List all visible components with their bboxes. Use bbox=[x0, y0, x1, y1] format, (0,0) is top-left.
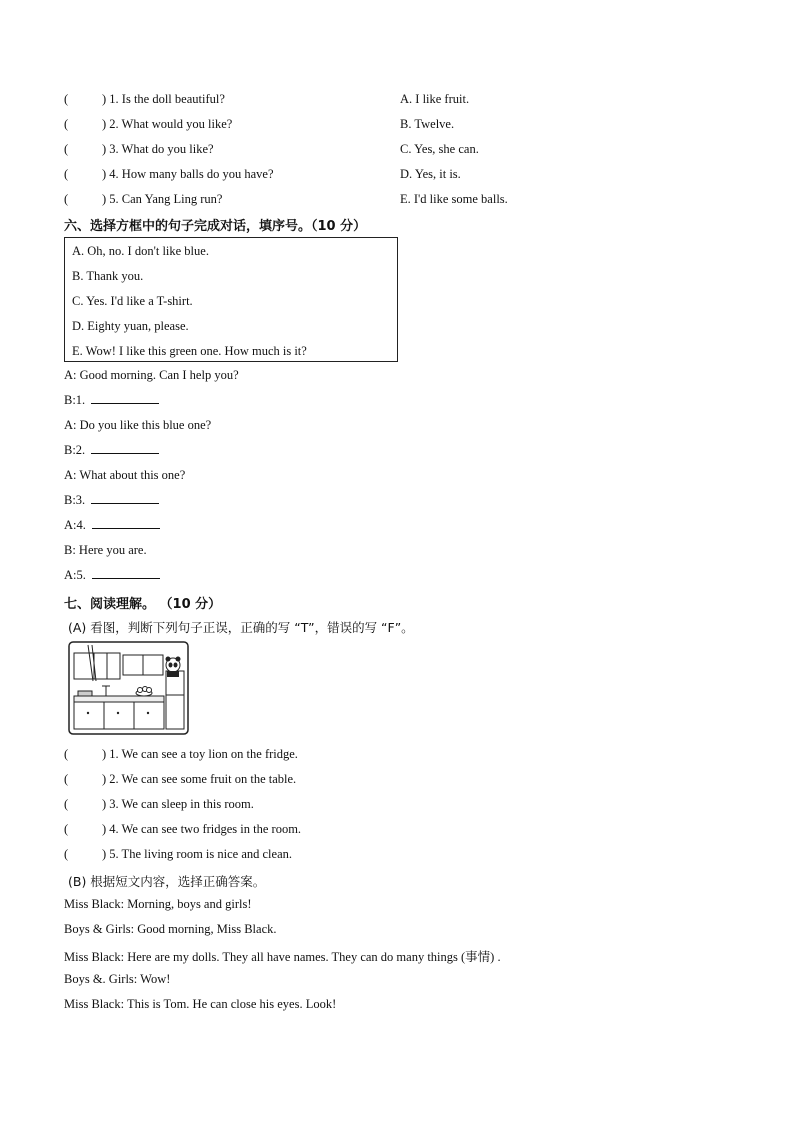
dialogue-line: B:2. bbox=[64, 443, 159, 458]
answer-blank[interactable] bbox=[92, 568, 160, 579]
passage-line: Miss Black: This is Tom. He can close his eyes. Look! bbox=[64, 997, 337, 1011]
option-item: E. Wow! I like this green one. How much is it? bbox=[72, 344, 307, 358]
dialogue-line: B:3. bbox=[64, 493, 159, 508]
dialogue-line: A: Do you like this blue one? bbox=[64, 418, 212, 432]
passage-line: Boys & Girls: Good morning, Miss Black. bbox=[64, 922, 277, 936]
dialogue-line: B:1. bbox=[64, 393, 159, 408]
statement: ( ) 3. We can sleep in this room. bbox=[64, 797, 254, 811]
match-answer: C. Yes, she can. bbox=[400, 142, 479, 156]
match-answer: A. I like fruit. bbox=[400, 92, 470, 106]
match-question: ( ) 3. What do you like? bbox=[64, 142, 214, 156]
option-item: D. Eighty yuan, please. bbox=[72, 319, 189, 333]
answer-blank[interactable] bbox=[92, 518, 160, 529]
option-item: A. Oh, no. I don't like blue. bbox=[72, 244, 209, 258]
match-question: ( ) 2. What would you like? bbox=[64, 117, 233, 131]
part-a-instruction: (A) 看图，判断下列句子正误，正确的写 “T”，错误的写 “F”。 bbox=[68, 620, 414, 635]
section7-heading: 七、阅读理解。 （10 分） bbox=[64, 597, 222, 612]
match-question: ( ) 5. Can Yang Ling run? bbox=[64, 192, 223, 206]
statement: ( ) 4. We can see two fridges in the room. bbox=[64, 822, 302, 836]
passage-line: Boys &. Girls: Wow! bbox=[64, 972, 171, 986]
kitchen-picture bbox=[68, 641, 189, 735]
statement: ( ) 1. We can see a toy lion on the fridge. bbox=[64, 747, 298, 761]
match-question: ( ) 4. How many balls do you have? bbox=[64, 167, 274, 181]
part-b-instruction: (B) 根据短文内容，选择正确答案。 bbox=[68, 874, 266, 889]
option-item: C. Yes. I'd like a T-shirt. bbox=[72, 294, 193, 308]
match-answer: D. Yes, it is. bbox=[400, 167, 461, 181]
dialogue-line: A: Good morning. Can I help you? bbox=[64, 368, 239, 382]
answer-blank[interactable] bbox=[91, 443, 159, 454]
dialogue-line: A: What about this one? bbox=[64, 468, 186, 482]
match-question: ( ) 1. Is the doll beautiful? bbox=[64, 92, 225, 106]
section6-heading: 六、选择方框中的句子完成对话，填序号。（10 分） bbox=[64, 219, 367, 234]
match-answer: E. I'd like some balls. bbox=[400, 192, 508, 206]
option-item: B. Thank you. bbox=[72, 269, 144, 283]
passage-line: Miss Black: Morning, boys and girls! bbox=[64, 897, 252, 911]
dialogue-line: A:4. bbox=[64, 518, 160, 533]
dialogue-line: B: Here you are. bbox=[64, 543, 147, 557]
statement: ( ) 2. We can see some fruit on the table. bbox=[64, 772, 297, 786]
dialogue-line: A:5. bbox=[64, 568, 160, 583]
answer-blank[interactable] bbox=[91, 393, 159, 404]
answer-blank[interactable] bbox=[91, 493, 159, 504]
match-answer: B. Twelve. bbox=[400, 117, 455, 131]
options-box bbox=[64, 237, 398, 362]
passage-line: Miss Black: Here are my dolls. They all have names. They can do many things (事情) . bbox=[64, 950, 501, 964]
statement: ( ) 5. The living room is nice and clean. bbox=[64, 847, 292, 861]
